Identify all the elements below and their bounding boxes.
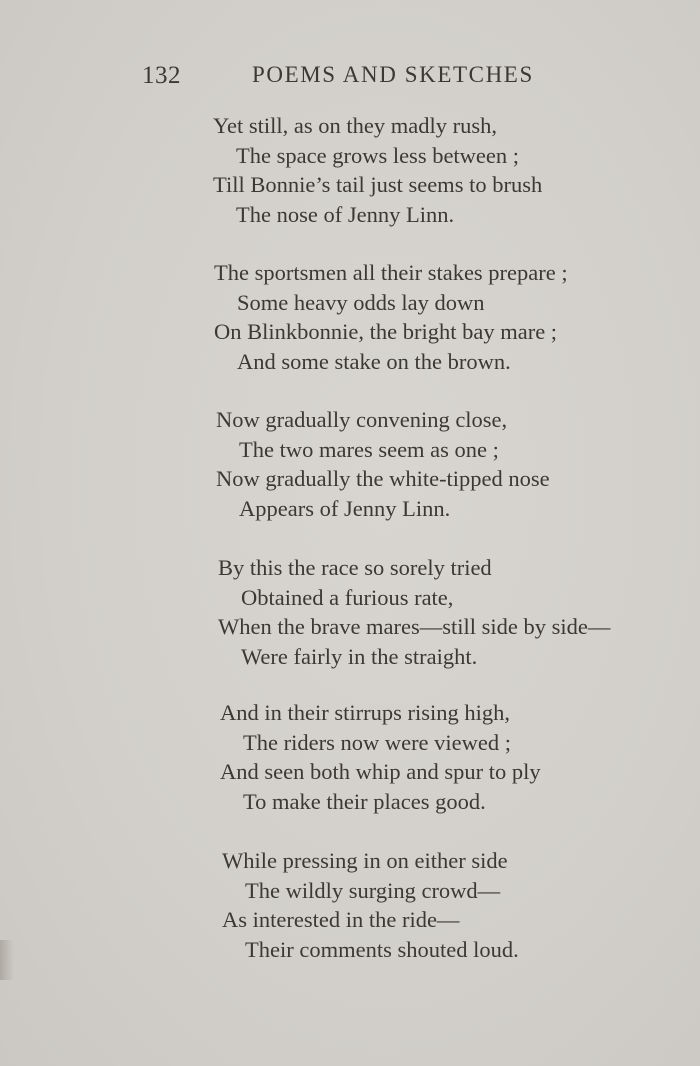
- verse-line: Now gradually the white-tipped nose: [216, 466, 550, 491]
- verse-line: Appears of Jenny Linn.: [239, 495, 451, 521]
- verse-line: By this the race so sorely tried: [218, 555, 492, 580]
- page-edge-stain: [0, 940, 14, 980]
- verse-line: The sportsmen all their stakes prepare ;: [214, 260, 568, 285]
- stanza-6: [222, 846, 682, 964]
- verse-line: Till Bonnie’s tail just seems to brush: [213, 172, 543, 197]
- verse-line: The two mares seem as one ;: [239, 436, 499, 462]
- verse-line: While pressing in on either side: [222, 848, 508, 873]
- verse-line: To make their places good.: [243, 788, 486, 814]
- stanza-4: [218, 553, 678, 671]
- verse-line: Their comments shouted loud.: [245, 936, 519, 962]
- verse-line: And some stake on the brown.: [237, 348, 511, 374]
- verse-line: The riders now were viewed ;: [243, 729, 512, 755]
- verse-line: On Blinkbonnie, the bright bay mare ;: [214, 319, 558, 344]
- verse-line: When the brave mares—still side by side—: [218, 614, 611, 639]
- page-number: 132: [142, 62, 181, 89]
- stanza-5: [220, 698, 680, 816]
- verse-line: And seen both whip and spur to ply: [220, 759, 541, 784]
- verse-line: Were fairly in the straight.: [241, 643, 478, 669]
- stanza-2: [214, 258, 674, 376]
- stanza-3: [216, 405, 676, 523]
- verse-line: Obtained a furious rate,: [241, 584, 454, 610]
- verse-line: The wildly surging crowd—: [245, 877, 501, 903]
- verse-line: And in their stirrups rising high,: [220, 700, 510, 725]
- verse-line: The space grows less between ;: [236, 142, 520, 168]
- verse-line: Some heavy odds lay down: [237, 289, 485, 315]
- verse-line: Yet still, as on they madly rush,: [213, 113, 497, 138]
- verse-line: As interested in the ride—: [222, 907, 460, 932]
- running-head: POEMS AND SKETCHES: [252, 62, 534, 87]
- verse-line: Now gradually convening close,: [216, 407, 508, 432]
- stanza-1: [213, 111, 673, 229]
- verse-line: The nose of Jenny Linn.: [236, 201, 455, 227]
